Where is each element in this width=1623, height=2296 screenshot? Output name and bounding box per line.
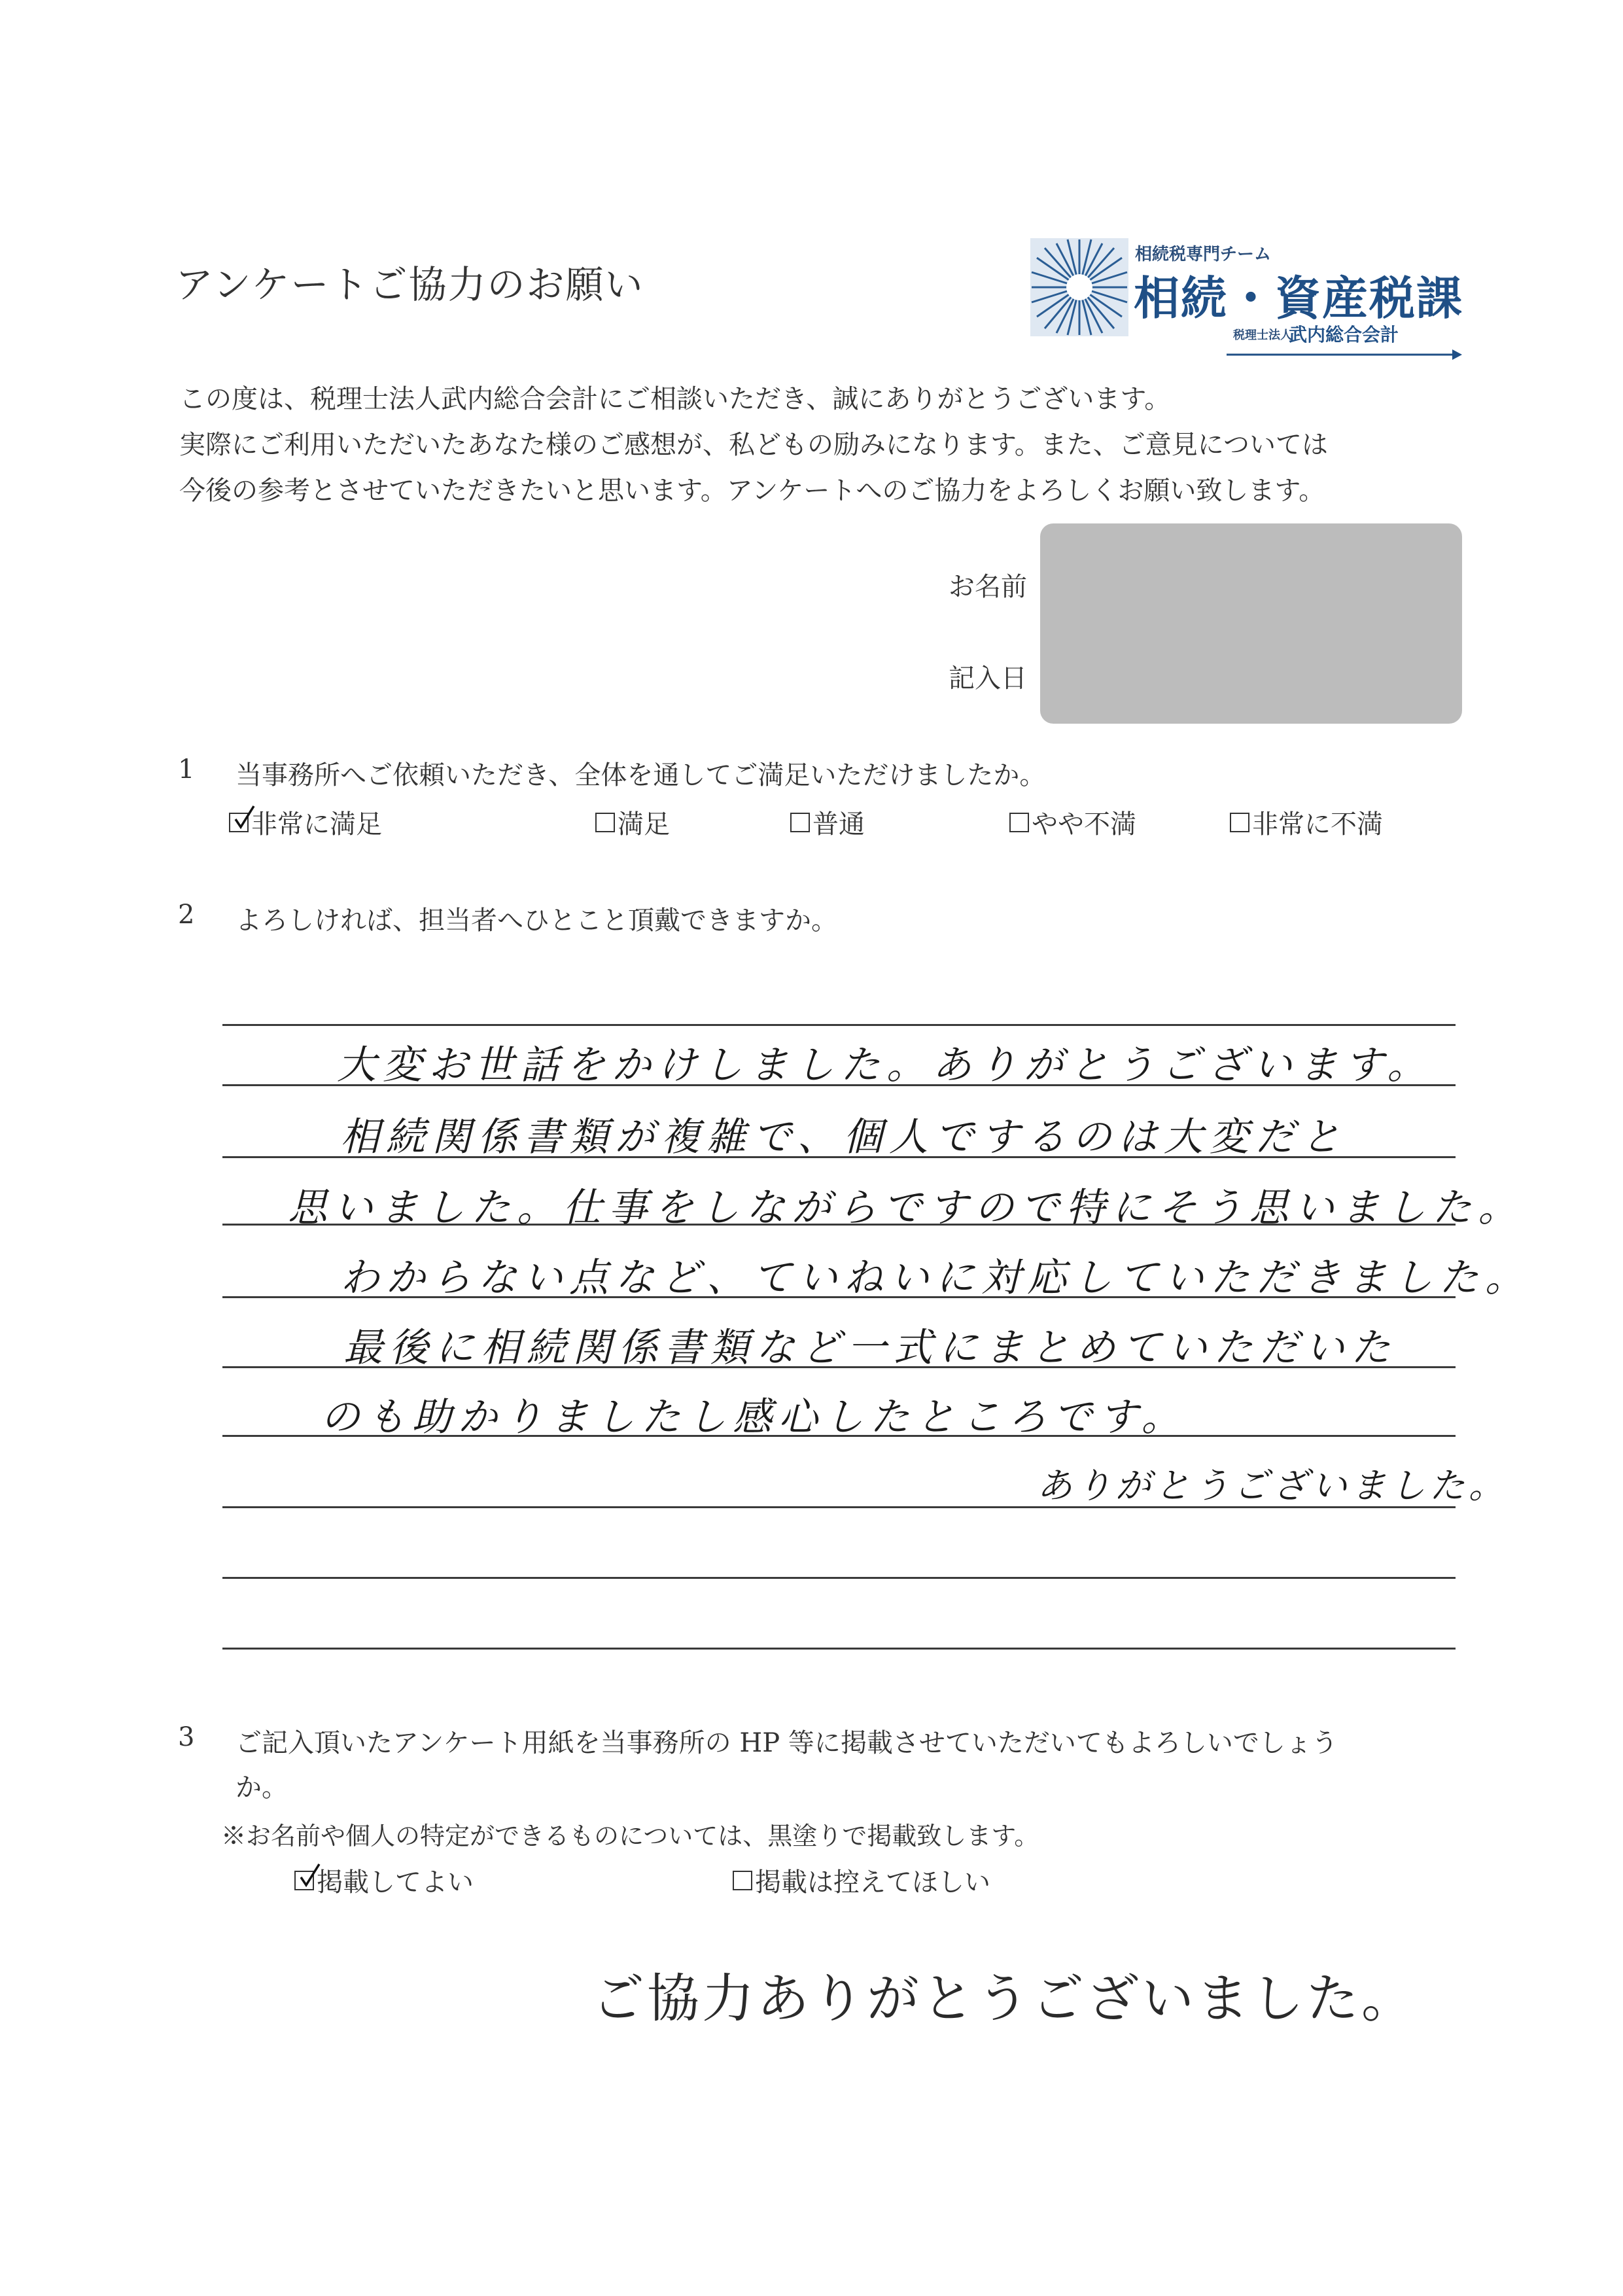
logo-team-label: 相続税専門チーム — [1135, 245, 1272, 264]
handwritten-line-7: ありがとうございました。 — [1037, 1465, 1508, 1506]
answer-line — [222, 1577, 1456, 1579]
q2-text: よろしければ、担当者へひとこと頂戴できますか。 — [236, 906, 837, 936]
logo-main-text: 相続・資産税課 — [1134, 272, 1463, 325]
thanks-message: ご協力ありがとうございました。 — [592, 1968, 1416, 2029]
intro-line-1: この度は、税理士法人武内総合会計にご相談いただき、誠にありがとうございます。 — [179, 384, 1171, 414]
q1-option-very-satisfied[interactable]: 非常に満足 — [229, 804, 382, 841]
q3-option-allow[interactable]: 掲載してよい — [294, 1862, 474, 1899]
company-logo — [1030, 236, 1475, 373]
handwritten-line-6: のも助かりましたし感心したところです。 — [321, 1394, 1187, 1440]
intro-line-2: 実際にご利用いただいたあなた様のご感想が、私どもの励みになります。また、ご意見については — [179, 430, 1328, 460]
checkbox[interactable] — [229, 813, 249, 832]
checkbox[interactable] — [1230, 813, 1249, 832]
checkbox[interactable] — [595, 813, 615, 832]
handwritten-line-4: わからない点など、ていねいに対応していただきました。 — [340, 1255, 1531, 1301]
logo-firm-name: 武内総合会計 — [1289, 324, 1399, 345]
date-label: 記入日 — [949, 663, 1027, 694]
answer-line — [222, 1024, 1456, 1026]
sunburst-icon — [1030, 238, 1128, 336]
redacted-name-date — [1040, 523, 1462, 724]
logo-underline-arrow — [1227, 347, 1462, 360]
checkbox[interactable] — [790, 813, 810, 832]
q1-option-somewhat-dissatisfied[interactable]: やや不満 — [1009, 804, 1136, 841]
handwritten-line-2: 相続関係書類が複雑で、個人でするのは大変だと — [340, 1114, 1347, 1160]
name-label: お名前 — [949, 572, 1027, 602]
q3-text-line-1: ご記入頂いたアンケート用紙を当事務所の HP 等に掲載させていただいてもよろしいでしょう — [236, 1728, 1338, 1758]
q3-text-line-2: か。 — [236, 1773, 288, 1803]
q1-option-very-dissatisfied[interactable]: 非常に不満 — [1230, 804, 1383, 841]
answer-line — [222, 1648, 1456, 1650]
intro-line-3: 今後の参考とさせていただきたいと思います。アンケートへのご協力をよろしくお願い致します。 — [179, 476, 1325, 506]
checkbox[interactable] — [733, 1871, 752, 1890]
q1-text: 当事務所へご依頼いただき、全体を通してご満足いただけましたか。 — [236, 760, 1046, 790]
q1-number: 1 — [178, 754, 195, 785]
q1-option-neutral[interactable]: 普通 — [790, 804, 865, 841]
checkbox[interactable] — [294, 1871, 314, 1890]
q2-number: 2 — [178, 900, 195, 930]
check-icon — [298, 1863, 321, 1888]
q3-number: 3 — [178, 1722, 195, 1752]
q1-option-satisfied[interactable]: 満足 — [595, 804, 670, 841]
handwritten-line-3: 思いました。仕事をしながらですので特にそう思いました。 — [288, 1185, 1524, 1231]
handwritten-line-5: 最後に相続関係書類など一式にまとめていただいた — [343, 1325, 1397, 1371]
q3-note: ※お名前や個人の特定ができるものについては、黒塗りで掲載致します。 — [221, 1822, 1039, 1850]
logo-sub-label: 税理士法人 — [1233, 328, 1292, 342]
page-title: アンケートご協力のお願い — [175, 262, 644, 307]
handwritten-line-1: 大変お世話をかけしました。ありがとうございます。 — [337, 1042, 1433, 1088]
q3-option-decline[interactable]: 掲載は控えてほしい — [733, 1862, 990, 1899]
check-icon — [233, 805, 255, 830]
checkbox[interactable] — [1009, 813, 1029, 832]
